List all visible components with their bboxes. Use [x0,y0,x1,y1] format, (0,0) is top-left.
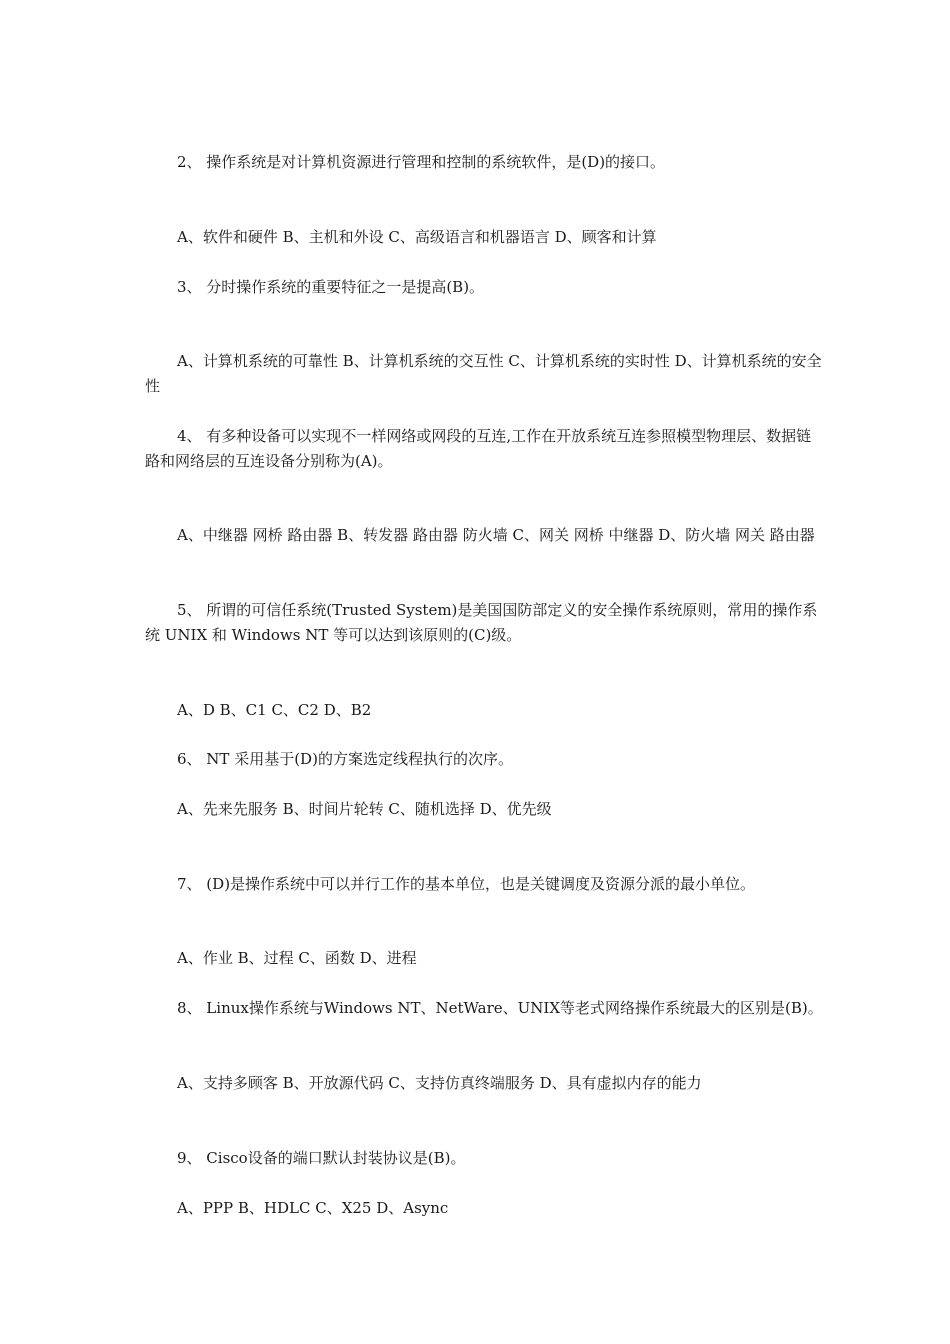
options-9: A、PPP B、HDLC C、X25 D、Async [177,1199,449,1217]
question-6: 6、 NT 采用基于(D)的方案选定线程执行的次序。 [177,750,513,768]
question-8: 8、 Linux操作系统与Windows NT、NetWare、UNIX等老式网络操作系统最大的区别是(B)。 [177,999,823,1017]
options-2: A、软件和硬件 B、主机和外设 C、高级语言和机器语言 D、顾客和计算 [177,228,657,246]
question-5: 5、 所谓的可信任系统(Trusted System)是美国国防部定义的安全操作系统原则，常用的操作系统 UNIX 和 Windows NT 等可以达到该原则的(C)级。 [145,601,818,644]
question-4: 4、 有多种设备可以实现不一样网络或网段的互连,工作在开放系统互连参照模型物理层、数据链路和网络层的互连设备分别称为(A)。 [145,427,812,470]
options-7: A、作业 B、过程 C、函数 D、进程 [177,949,417,967]
question-7: 7、 (D)是操作系统中可以并行工作的基本单位，也是关键调度及资源分派的最小单位。 [177,875,756,893]
question-2: 2、 操作系统是对计算机资源进行管理和控制的系统软件，是(D)的接口。 [177,153,666,171]
options-5: A、D B、C1 C、C2 D、B2 [177,701,372,719]
options-3: A、计算机系统的可靠性 B、计算机系统的交互性 C、计算机系统的实时性 D、计算机系统的安全性 [145,352,822,395]
options-8: A、支持多顾客 B、开放源代码 C、支持仿真终端服务 D、具有虚拟内存的能力 [177,1074,702,1092]
options-6: A、先来先服务 B、时间片轮转 C、随机选择 D、优先级 [177,800,552,818]
question-9: 9、 Cisco设备的端口默认封装协议是(B)。 [177,1149,466,1167]
options-4: A、中继器 网桥 路由器 B、转发器 路由器 防火墙 C、网关 网桥 中继器 D、防火墙 网关 路由器 [177,526,815,544]
question-3: 3、 分时操作系统的重要特征之一是提高(B)。 [177,278,485,296]
